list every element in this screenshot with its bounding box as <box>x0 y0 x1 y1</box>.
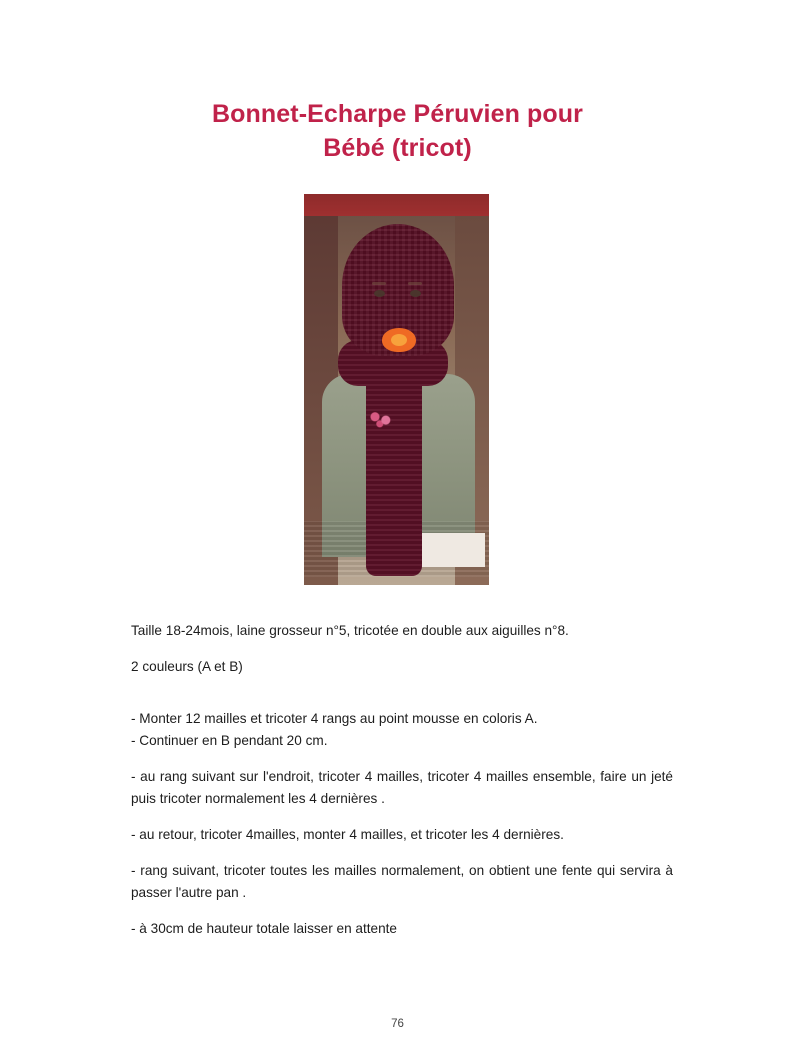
paragraph-step-2: - Continuer en B pendant 20 cm. <box>131 733 328 749</box>
paragraph-step-6: - à 30cm de hauteur totale laisser en attente <box>131 921 397 937</box>
photo-blanket-white <box>414 533 485 567</box>
paragraph-step-3: - au rang suivant sur l'endroit, tricoter 4 mailles, tricoter 4 mailles ensemble, faire un jeté puis tricoter normalement les 4 dernières . <box>131 769 673 807</box>
paragraph-colors: 2 couleurs (A et B) <box>131 659 243 675</box>
page-number: 76 <box>391 1018 404 1030</box>
photo-eye-right <box>410 290 421 297</box>
pattern-instructions <box>131 620 673 954</box>
photo-eye-left <box>374 290 385 297</box>
paragraph-step-4: - au retour, tricoter 4mailles, monter 4 mailles, et tricoter les 4 dernières. <box>131 827 564 843</box>
page-title-line-2: Bébé (tricot) <box>323 133 472 162</box>
paragraph-size: Taille 18-24mois, laine grosseur n°5, tricotée en double aux aiguilles n°8. <box>131 623 569 638</box>
paragraph-spacer <box>131 692 673 708</box>
photo-pacifier <box>382 328 416 352</box>
paragraph-step-5: - rang suivant, tricoter toutes les mailles normalement, on obtient une fente qui servira à passer l'autre pan . <box>131 863 673 901</box>
photo-content <box>304 194 489 585</box>
photo-eyebrow-left <box>372 282 386 285</box>
photo-coat-flowers <box>366 408 396 430</box>
paragraph-step-1: - Monter 12 mailles et tricoter 4 rangs au point mousse en coloris A. <box>131 711 538 727</box>
photo-eyebrow-right <box>408 282 422 285</box>
photo-bebe-bonnet-echarpe <box>304 194 489 585</box>
page-title <box>110 98 685 166</box>
page-title-line-1: Bonnet-Echarpe Péruvien pour <box>212 100 583 128</box>
